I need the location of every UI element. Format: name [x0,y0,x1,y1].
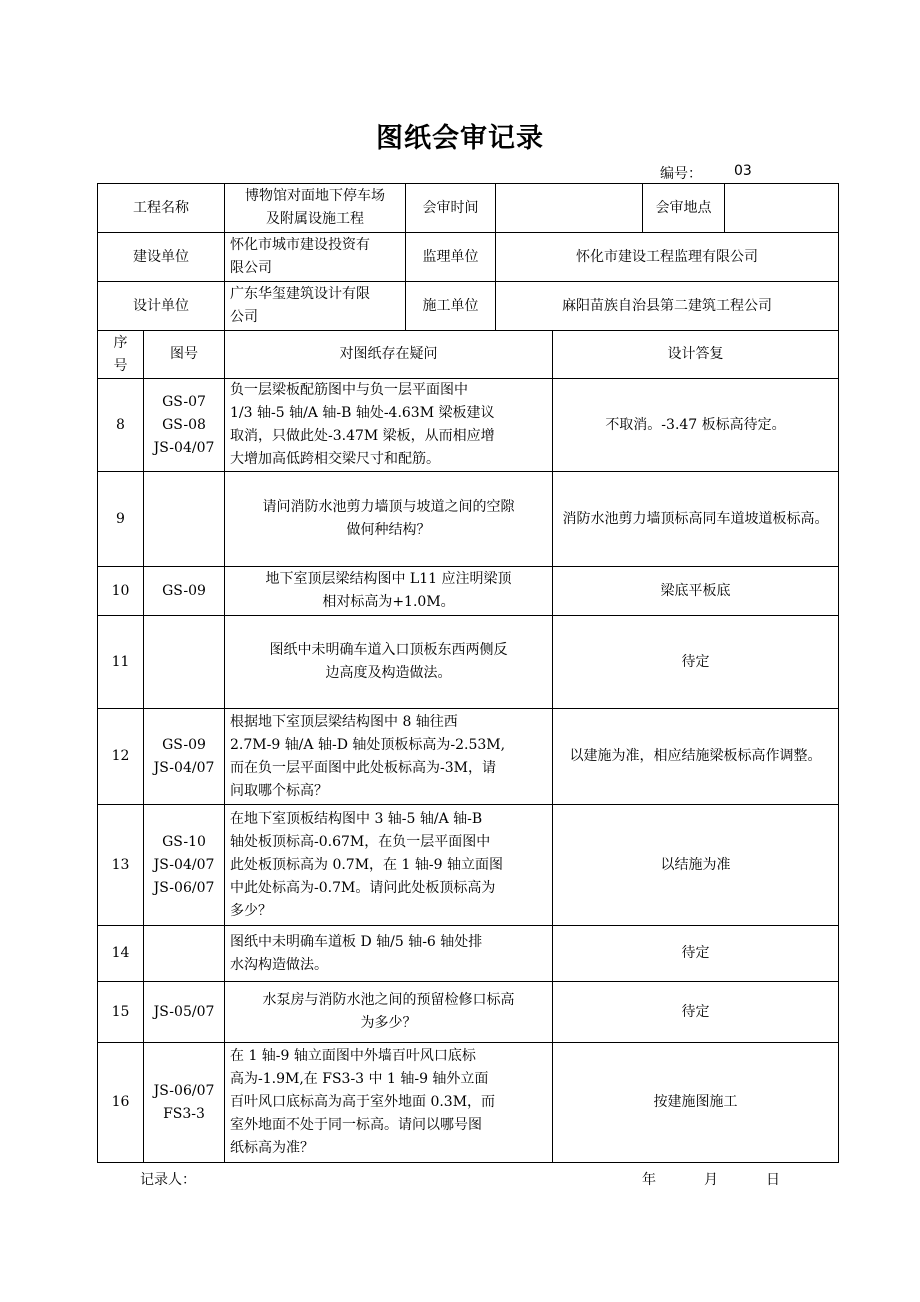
row-no: 14 [98,926,144,982]
row-drawing [144,472,225,567]
table-row [98,567,839,616]
col-header-no: 序 号 [98,331,144,379]
row-drawing: GS-09 [144,567,225,616]
row-no: 12 [98,709,144,805]
document-number-label: 编号： [660,166,702,182]
row-answer: 待定 [553,616,839,709]
owner-value: 怀化市城市建设投资有 限公司 [225,233,406,282]
row-no: 13 [98,805,144,926]
review-record-table [97,183,839,1163]
footer-year: 年 [642,1172,656,1188]
column-header-row [98,331,839,379]
supervisor-label: 监理单位 [406,233,496,282]
contractor-label: 施工单位 [406,282,496,331]
row-drawing: JS-06/07 FS3-3 [144,1043,225,1163]
recorder-label: 记录人： [140,1172,196,1188]
table-row [98,379,839,472]
table-row [98,926,839,982]
row-drawing [144,926,225,982]
table-row [98,805,839,926]
meeting-time-value [496,184,643,233]
row-question: 图纸中未明确车道板 D 轴/5 轴-6 轴处排 水沟构造做法。 [225,926,553,982]
table-row [98,616,839,709]
row-no: 15 [98,982,144,1043]
supervisor-value: 怀化市建设工程监理有限公司 [496,233,839,282]
row-question: 根据地下室顶层梁结构图中 8 轴往西 2.7M-9 轴/A 轴-D 轴处顶板标高为-2.53M, 而在负一层平面图中此处板标高为-3M，请 问取哪个标高？ [225,709,553,805]
document-title: 图纸会审记录 [376,123,544,154]
table-row [98,982,839,1043]
row-question: 请问消防水池剪力墙顶与坡道之间的空隙 做何种结构？ [225,472,553,567]
row-question: 图纸中未明确车道入口顶板东西两侧反 边高度及构造做法。 [225,616,553,709]
row-answer: 按建施图施工 [553,1043,839,1163]
col-header-question: 对图纸存在疑问 [225,331,553,379]
row-no: 8 [98,379,144,472]
row-answer: 以建施为准，相应结施梁板标高作调整。 [553,709,839,805]
row-drawing: JS-05/07 [144,982,225,1043]
row-no: 10 [98,567,144,616]
row-drawing: GS-07 GS-08 JS-04/07 [144,379,225,472]
document-number-value: 03 [734,163,752,179]
col-header-drawing: 图号 [144,331,225,379]
row-no: 16 [98,1043,144,1163]
table-row [98,1043,839,1163]
table-row [98,472,839,567]
project-row [98,184,839,233]
row-answer: 不取消。-3.47 板标高待定。 [553,379,839,472]
row-question: 在 1 轴-9 轴立面图中外墙百叶风口底标 高为-1.9M,在 FS3-3 中 1 轴-9 轴外立面 百叶风口底标高为高于室外地面 0.3M，而 室外地面不处于同一标高。请问以哪号图 纸标高为准？ [225,1043,553,1163]
meeting-place-label: 会审地点 [643,184,725,233]
meeting-place-value [725,184,839,233]
col-header-answer: 设计答复 [553,331,839,379]
footer-day: 日 [766,1172,780,1188]
designer-label: 设计单位 [98,282,225,331]
owner-row [98,233,839,282]
project-name-value: 博物馆对面地下停车场 及附属设施工程 [225,184,406,233]
meeting-time-label: 会审时间 [406,184,496,233]
contractor-value: 麻阳苗族自治县第二建筑工程公司 [496,282,839,331]
designer-value: 广东华玺建筑设计有限 公司 [225,282,406,331]
row-no: 9 [98,472,144,567]
row-question: 在地下室顶板结构图中 3 轴-5 轴/A 轴-B 轴处板顶标高-0.67M，在负一层平面图中 此处板顶标高为 0.7M，在 1 轴-9 轴立面图 中此处标高为-0.7M。请问此处板顶标高为 多少？ [225,805,553,926]
row-drawing: GS-10 JS-04/07 JS-06/07 [144,805,225,926]
table-row [98,709,839,805]
row-question: 负一层梁板配筋图中与负一层平面图中 1/3 轴-5 轴/A 轴-B 轴处-4.63M 梁板建议 取消，只做此处-3.47M 梁板，从而相应增 大增加高低跨相交梁尺寸和配筋。 [225,379,553,472]
row-answer: 以结施为准 [553,805,839,926]
row-answer: 梁底平板底 [553,567,839,616]
document-number [660,163,752,183]
row-drawing [144,616,225,709]
row-answer: 待定 [553,982,839,1043]
row-answer: 消防水池剪力墙顶标高同车道坡道板标高。 [553,472,839,567]
row-no: 11 [98,616,144,709]
row-answer: 待定 [553,926,839,982]
designer-row [98,282,839,331]
footer-month: 月 [704,1172,718,1188]
row-question: 地下室顶层梁结构图中 L11 应注明梁顶 相对标高为+1.0M。 [225,567,553,616]
row-drawing: GS-09 JS-04/07 [144,709,225,805]
owner-label: 建设单位 [98,233,225,282]
project-name-label: 工程名称 [98,184,225,233]
row-question: 水泵房与消防水池之间的预留检修口标高 为多少？ [225,982,553,1043]
